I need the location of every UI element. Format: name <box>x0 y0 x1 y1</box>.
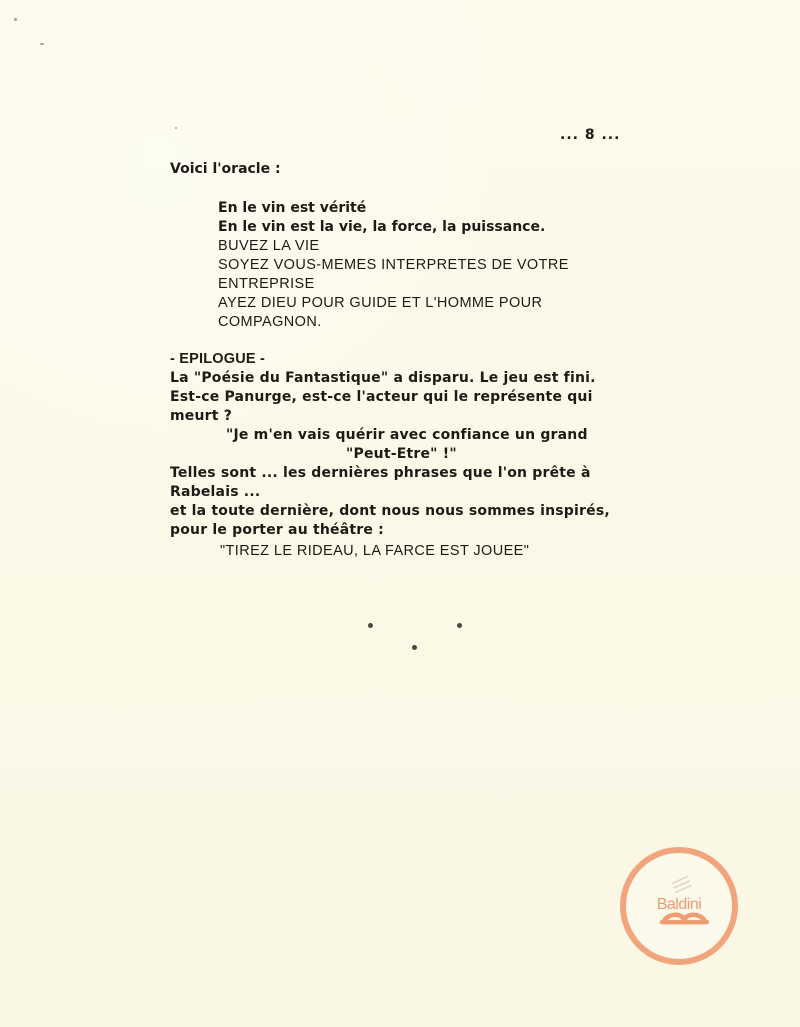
ornamental-dots <box>360 614 480 664</box>
oracle-line: En le vin est vérité <box>218 200 367 216</box>
paper-speck <box>14 18 17 21</box>
quote-line: "Je m'en vais quérir avec confiance un grand <box>226 427 588 443</box>
ornament-dot <box>412 645 417 650</box>
final-line: "TIREZ LE RIDEAU, LA FARCE EST JOUEE" <box>220 543 530 559</box>
closing-line: pour le porter au théâtre : <box>170 522 384 538</box>
oracle-line: SOYEZ VOUS-MEMES INTERPRETES DE VOTRE <box>218 257 569 273</box>
epilogue-line: La "Poésie du Fantastique" a disparu. Le jeu est fini. <box>170 370 596 386</box>
oracle-line: AYEZ DIEU POUR GUIDE ET L'HOMME POUR <box>218 295 543 311</box>
oracle-line: En le vin est la vie, la force, la puissance. <box>218 219 546 235</box>
oracle-line: COMPAGNON. <box>218 314 322 330</box>
paper-speck <box>40 43 44 45</box>
oracle-line: BUVEZ LA VIE <box>218 238 320 254</box>
quote-line: "Peut-Etre" !" <box>346 446 457 462</box>
epilogue-heading: - EPILOGUE - <box>170 351 266 367</box>
closing-line: Telles sont ... les dernières phrases que l'on prête à <box>170 465 591 481</box>
oracle-line: ENTREPRISE <box>218 276 315 292</box>
oracle-lines <box>218 199 650 332</box>
baldini-stamp <box>620 847 738 965</box>
ornament-dot <box>368 623 373 628</box>
epilogue-line: Est-ce Panurge, est-ce l'acteur qui le représente qui <box>170 389 593 405</box>
oracle-intro: Voici l'oracle : <box>170 161 281 177</box>
closing-line: Rabelais ... <box>170 484 261 500</box>
epilogue-section <box>170 350 642 540</box>
page-number: ... 8 ... <box>560 127 621 143</box>
stamp-label: Baldini <box>656 896 702 913</box>
ornament-dot <box>457 623 462 628</box>
epilogue-line: meurt ? <box>170 408 233 424</box>
closing-line: et la toute dernière, dont nous nous sommes inspirés, <box>170 503 610 519</box>
main-text-block <box>170 160 640 540</box>
paper-speck <box>175 127 177 129</box>
